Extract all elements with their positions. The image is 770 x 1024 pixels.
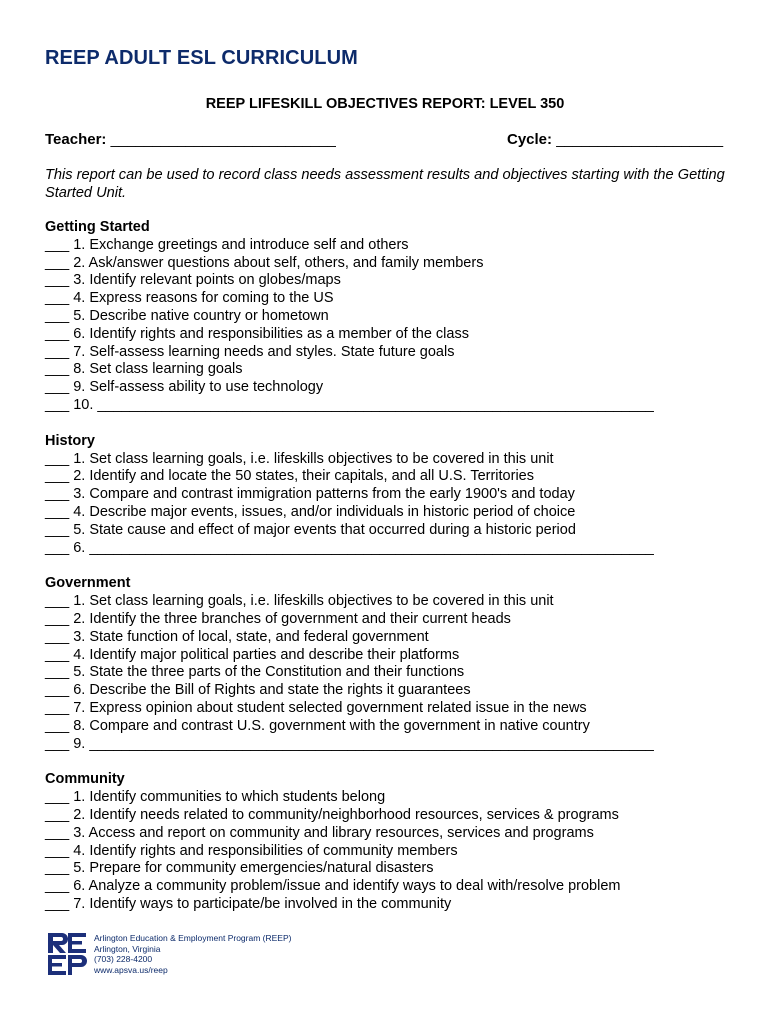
cycle-field — [507, 131, 723, 148]
cycle-blank: ____________________ — [556, 131, 724, 148]
footer-contact — [94, 933, 291, 975]
objective-item: ___ 1. Set class learning goals, i.e. lifeskills objectives to be covered in this unit — [45, 450, 554, 467]
footer-phone: (703) 228-4200 — [94, 954, 153, 964]
footer-org-name: Arlington Education & Employment Program (REEP) — [94, 933, 292, 943]
objective-item: ___ 5. State the three parts of the Constitution and their functions — [45, 664, 465, 681]
reep-logo — [48, 931, 90, 975]
section-getting-started — [45, 219, 735, 415]
objective-item: ___ 9. ______________________________________________________________________ — [45, 735, 654, 752]
objective-item: ___ 6. Identify rights and responsibilities as a member of the class — [45, 325, 469, 342]
objective-item: ___ 1. Set class learning goals, i.e. lifeskills objectives to be covered in this unit — [45, 593, 554, 610]
objective-item: ___ 7. Express opinion about student selected government related issue in the news — [45, 699, 587, 716]
section-community — [45, 771, 735, 913]
objective-item: ___ 5. Describe native country or hometown — [45, 307, 329, 324]
objective-item: ___ 7. Identify ways to participate/be involved in the community — [45, 895, 452, 912]
objective-item: ___ 4. Express reasons for coming to the US — [45, 290, 334, 307]
objective-item: ___ 6. Describe the Bill of Rights and state the rights it guarantees — [45, 682, 471, 699]
objective-item: ___ 2. Identify the three branches of government and their current heads — [45, 610, 511, 627]
objective-item: ___ 5. Prepare for community emergencies/natural disasters — [45, 860, 434, 877]
teacher-blank: ___________________________ — [110, 131, 336, 148]
objectives-sections — [45, 219, 735, 932]
objective-item: ___ 8. Set class learning goals — [45, 361, 243, 378]
report-subtitle: REEP LIFESKILL OBJECTIVES REPORT: LEVEL 350 — [205, 96, 565, 112]
objective-item: ___ 4. Identify rights and responsibilities of community members — [45, 842, 458, 859]
footer-location: Arlington, Virginia — [94, 943, 161, 954]
objective-item: ___ 7. Self-assess learning needs and styles. State future goals — [45, 343, 455, 360]
objective-item: ___ 2. Identify needs related to community/neighborhood resources, services & programs — [45, 806, 619, 823]
objective-item: ___ 1. Exchange greetings and introduce self and others — [45, 236, 409, 253]
objective-item: ___ 6. Analyze a community problem/issue and identify ways to deal with/resolve problem — [45, 878, 621, 895]
section-heading: Community — [45, 771, 125, 788]
document-title: REEP ADULT ESL CURRICULUM — [45, 47, 358, 69]
objective-item: ___ 9. Self-assess ability to use technology — [45, 379, 324, 396]
intro-paragraph: This report can be used to record class needs assessment results and objectives starting with the Getting Started Unit. — [45, 167, 725, 201]
section-heading: Government — [45, 575, 131, 592]
objective-item: ___ 6. ______________________________________________________________________ — [45, 539, 654, 556]
section-government — [45, 575, 735, 753]
objective-item: ___ 3. Compare and contrast immigration patterns from the early 1900's and today — [45, 486, 575, 503]
objective-item: ___ 3. Identify relevant points on globes/maps — [45, 272, 341, 289]
section-heading: Getting Started — [45, 219, 150, 235]
section-heading: History — [45, 432, 95, 449]
teacher-field — [45, 131, 336, 148]
section-history — [45, 433, 735, 558]
objective-item: ___ 8. Compare and contrast U.S. government with the government in native country — [45, 717, 590, 734]
objective-item: ___ 3. Access and report on community and library resources, services and programs — [45, 824, 594, 841]
objective-item: ___ 1. Identify communities to which students belong — [45, 789, 386, 806]
footer-website: www.apsva.us/reep — [94, 964, 168, 975]
objective-item: ___ 4. Describe major events, issues, and/or individuals in historic period of choice — [45, 503, 576, 520]
objective-item: ___ 5. State cause and effect of major events that occurred during a historic period — [45, 521, 576, 538]
objective-item: ___ 2. Identify and locate the 50 states, their capitals, and all U.S. Territories — [45, 468, 534, 485]
objective-item: ___ 10. _____________________________________________________________________ — [45, 396, 654, 413]
objective-item: ___ 2. Ask/answer questions about self, others, and family members — [45, 254, 484, 271]
cycle-label: Cycle: — [507, 131, 553, 148]
footer — [48, 931, 368, 977]
objective-item: ___ 3. State function of local, state, and federal government — [45, 628, 429, 645]
objective-item: ___ 4. Identify major political parties and describe their platforms — [45, 646, 460, 663]
teacher-label: Teacher: — [45, 131, 107, 148]
